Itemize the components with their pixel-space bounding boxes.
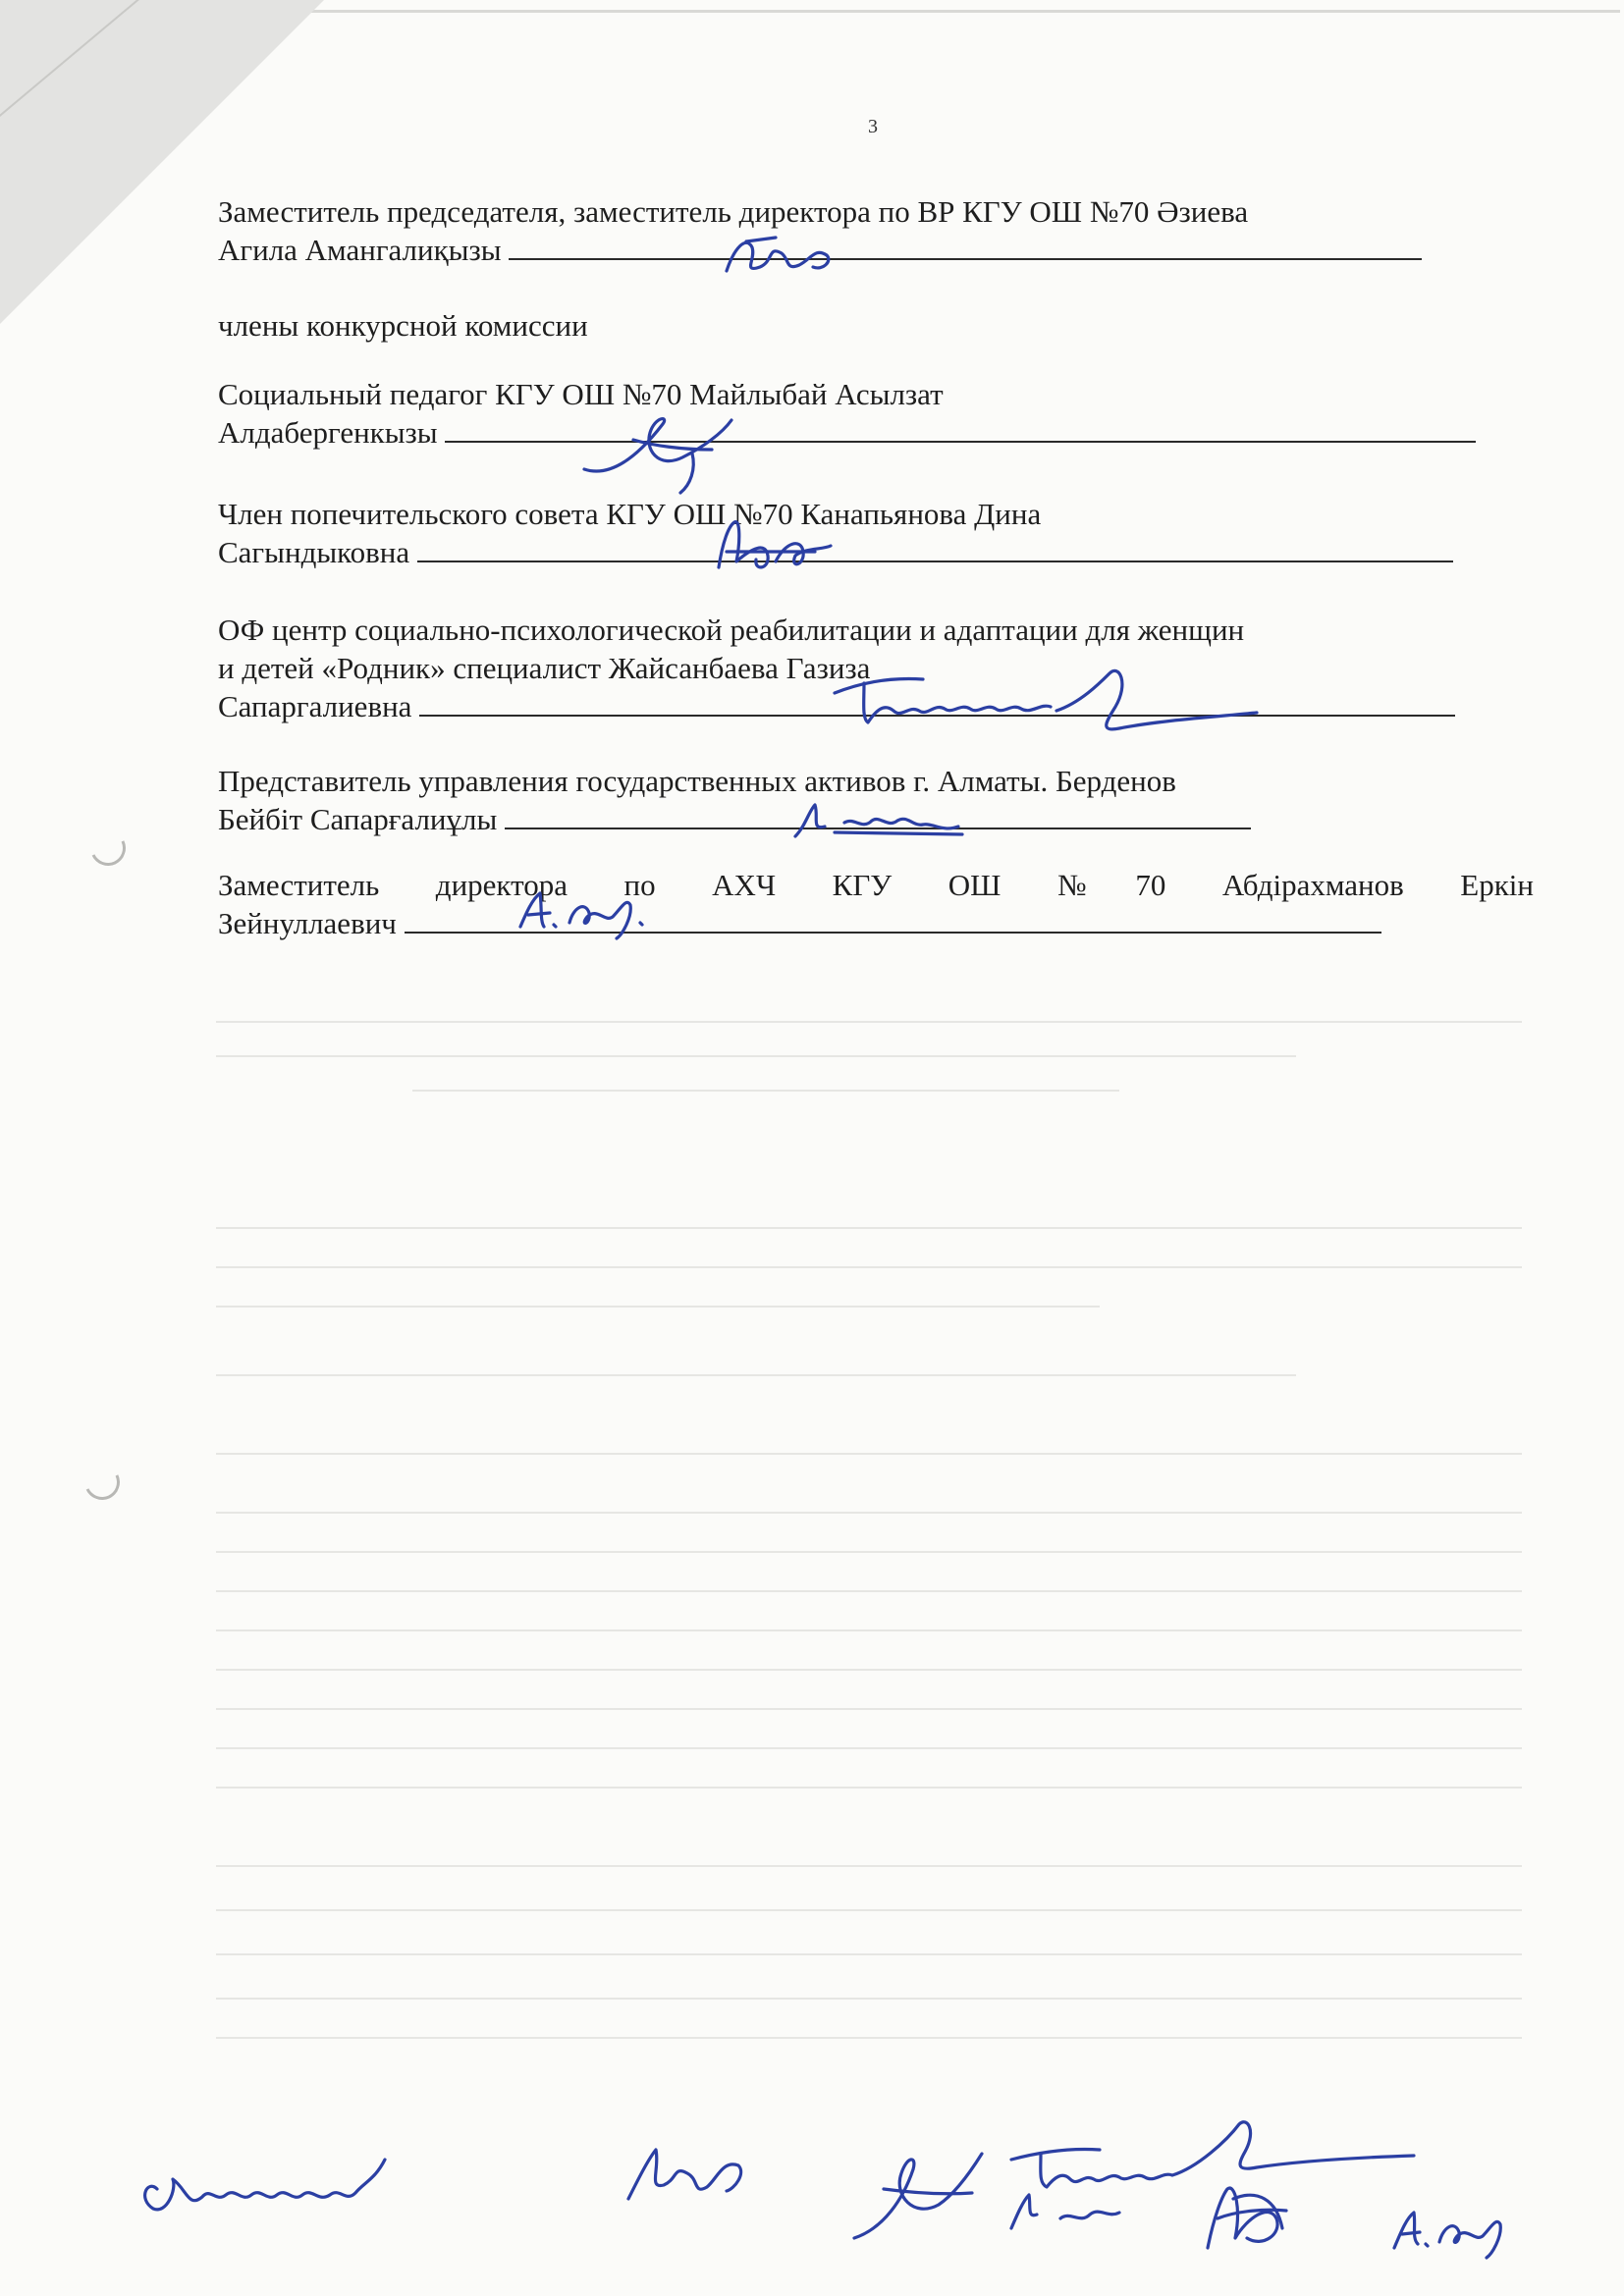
signature-line bbox=[419, 687, 1455, 717]
entry-text-line: Заместитель директора по АХЧ КГУ ОШ №70 Абдірахманов Еркін bbox=[218, 868, 1534, 902]
punch-hole bbox=[85, 826, 131, 871]
signature-entry-rodnik-specialist bbox=[218, 611, 1543, 725]
signature-entry-board-member bbox=[218, 495, 1543, 571]
signature-line bbox=[405, 904, 1381, 934]
entry-text-line: Заместитель председателя, заместитель директора по ВР КГУ ОШ №70 Әзиева bbox=[218, 194, 1249, 229]
show-through-text bbox=[216, 1055, 1296, 1057]
show-through-text bbox=[216, 1551, 1522, 1553]
show-through-text bbox=[216, 1747, 1522, 1749]
signature-line bbox=[509, 231, 1422, 260]
entry-text-line: Агила Амангалиқызы bbox=[218, 233, 502, 267]
signature-line bbox=[417, 533, 1453, 562]
entry-text-line: ОФ центр социально-психологической реабилитации и адаптации для женщин bbox=[218, 613, 1245, 647]
signature-line bbox=[445, 413, 1476, 443]
entry-text-line: Член попечительского совета КГУ ОШ №70 Канапьянова Дина bbox=[218, 497, 1042, 531]
show-through-text bbox=[216, 1227, 1522, 1229]
entry-text-line: Сапаргалиевна bbox=[218, 689, 412, 723]
show-through-text bbox=[216, 1306, 1100, 1308]
signature-line bbox=[505, 800, 1251, 829]
entry-text-line: члены конкурсной комиссии bbox=[218, 308, 588, 343]
section-heading-commission-members bbox=[218, 306, 1543, 345]
show-through-text bbox=[412, 1090, 1119, 1092]
folded-corner bbox=[0, 0, 324, 324]
entry-text-line: Представитель управления государственных активов г. Алматы. Берденов bbox=[218, 764, 1176, 798]
show-through-text bbox=[216, 1374, 1296, 1376]
show-through-text bbox=[216, 2037, 1522, 2039]
entry-text-line: и детей «Родник» специалист Жайсанбаева Газиза bbox=[218, 651, 871, 685]
page-number: 3 bbox=[868, 116, 878, 137]
entry-text-line: Зейнуллаевич bbox=[218, 906, 397, 940]
show-through-text bbox=[216, 1266, 1522, 1268]
entry-text-line: Бейбіт Сапарғалиұлы bbox=[218, 802, 498, 836]
signature-entry-deputy-director-ahch bbox=[218, 866, 1534, 942]
show-through-text bbox=[216, 1865, 1522, 1867]
signature-entry-social-pedagogue bbox=[218, 375, 1543, 452]
entry-text-line: Сагындыковна bbox=[218, 535, 410, 569]
signature-entry-state-assets-representative bbox=[218, 762, 1543, 838]
show-through-text bbox=[216, 1669, 1522, 1671]
show-through-text bbox=[216, 1512, 1522, 1514]
show-through-text bbox=[216, 1787, 1522, 1789]
entry-text-line: Социальный педагог КГУ ОШ №70 Майлыбай Асылзат bbox=[218, 377, 944, 411]
show-through-text bbox=[216, 1953, 1522, 1955]
scan-top-edge bbox=[206, 10, 1620, 13]
show-through-text bbox=[216, 1453, 1522, 1455]
entry-text-line: Алдабергенкызы bbox=[218, 415, 438, 450]
show-through-text bbox=[216, 1021, 1522, 1023]
show-through-text bbox=[216, 1708, 1522, 1710]
punch-hole bbox=[80, 1460, 125, 1505]
show-through-text bbox=[216, 1590, 1522, 1592]
page-initials-row bbox=[0, 2081, 1624, 2277]
show-through-text bbox=[216, 1629, 1522, 1631]
signature-entry-deputy-chair bbox=[218, 192, 1543, 269]
show-through-text bbox=[216, 1909, 1522, 1911]
show-through-text bbox=[216, 1998, 1522, 2000]
